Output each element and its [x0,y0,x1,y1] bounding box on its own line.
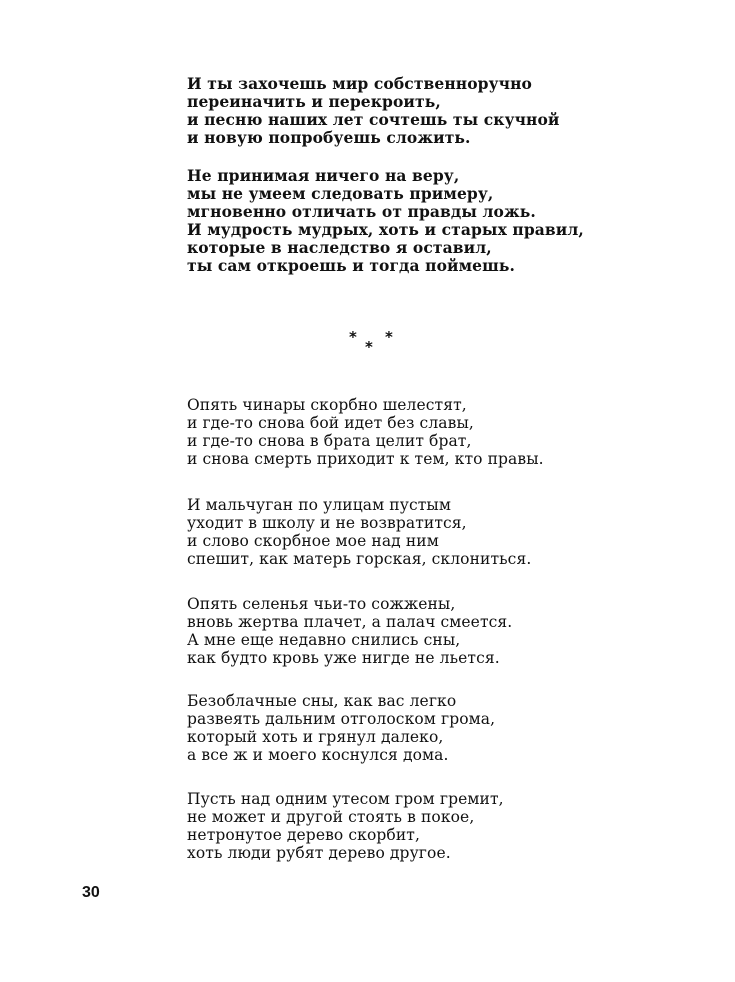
verse-line: Опять селенья чьи-то сожжены, [187,595,456,613]
asterisk: * [349,328,357,346]
verse-line: который хоть и грянул далеко, [187,728,444,746]
verse-line: Пусть над одним утесом гром гремит, [187,790,504,808]
stanza [187,496,531,568]
page-number: 30 [82,884,100,901]
verse-line: нетронутое дерево скорбит, [187,826,420,844]
verse-line: развеять дальним отголоском грома, [187,710,496,728]
verse-line: спешит, как матерь горская, склониться. [187,550,532,568]
verse-line: Опять чинары скорбно шелестят, [187,396,467,414]
verse-line: И мудрость мудрых, хоть и старых правил, [187,220,584,239]
verse-line: а все ж и моего коснулся дома. [187,746,449,764]
asterisk: * [365,338,373,356]
verse-line: И ты захочешь мир собственноручно [187,74,532,93]
stanza [187,167,584,275]
verse-line: переиначить и перекроить, [187,92,441,111]
stanza [187,692,495,764]
verse-line: и новую попробуешь сложить. [187,128,471,147]
section-divider-asterisks [345,328,401,354]
verse-line: и где-то снова в брата целит брат, [187,432,472,450]
asterisk: * [385,328,393,346]
verse-line: и слово скорбное мое над ним [187,532,439,550]
verse-line: Безоблачные сны, как вас легко [187,692,457,710]
verse-line: Не принимая ничего на веру, [187,166,460,185]
stanza [187,790,504,862]
verse-line: и снова смерть приходит к тем, кто правы. [187,450,544,468]
verse-line: как будто кровь уже нигде не льется. [187,649,500,667]
verse-line: вновь жертва плачет, а палач смеется. [187,613,513,631]
verse-line: и где-то снова бой идет без славы, [187,414,474,432]
verse-line: И мальчуган по улицам пустым [187,496,451,514]
verse-line: А мне еще недавно снились сны, [187,631,461,649]
stanza [187,75,560,147]
verse-line: которые в наследство я оставил, [187,238,492,257]
verse-line: мы не умеем следовать примеру, [187,184,494,203]
verse-line: не может и другой стоять в покое, [187,808,475,826]
verse-line: и песню наших лет сочтешь ты скучной [187,110,560,129]
stanza [187,396,544,468]
verse-line: мгновенно отличать от правды ложь. [187,202,536,221]
verse-line: уходит в школу и не возвратится, [187,514,467,532]
verse-line: хоть люди рубят дерево другое. [187,844,451,862]
stanza [187,595,512,667]
verse-line: ты сам откроешь и тогда поймешь. [187,256,516,275]
